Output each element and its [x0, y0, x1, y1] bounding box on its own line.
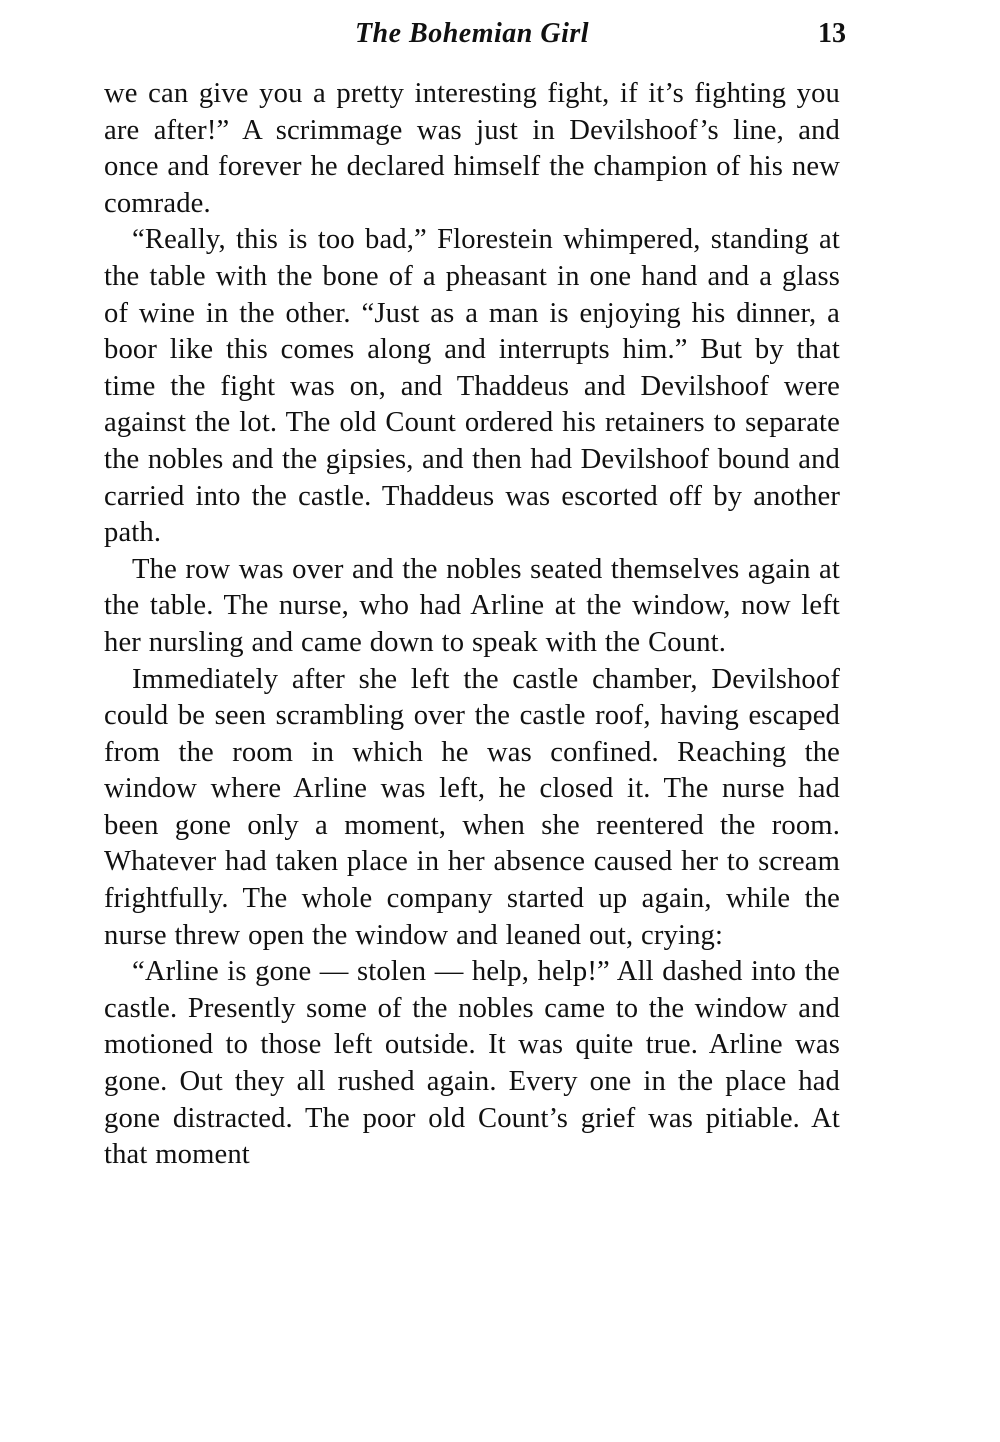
paragraph-2: “Really, this is too bad,” Florestein whimpered, standing at the table with the bone of a pheasant in one hand and a glass of wine in the other. “Just as a man is enjoying his dinner, a boor like this comes along and interrupts him.” But by that time the fight was on, and Thaddeus and Devilshoof were against the lot. The old Count ordered his retainers to separate the nobles and the gipsies, and then had Devilshoof bound and carried into the castle. Thaddeus was escorted off by another path.: [104, 224, 840, 549]
running-head: [104, 14, 846, 54]
running-title: The Bohemian Girl: [354, 18, 590, 49]
paragraph-4: Immediately after she left the castle chamber, Devilshoof could be seen scrambling over the castle roof, having escaped from the room in which he was confined. Reaching the window where Arline was left, he closed it. The nurse had been gone only a moment, when she reentered the room. Whatever had taken place in her absence caused her to scream frightfully. The whole company started up again, while the nurse threw open the window and leaned out, crying:: [104, 663, 840, 951]
page-number: 13: [818, 18, 846, 49]
paragraph-3: The row was over and the nobles seated themselves again at the table. The nurse, who had Arline at the window, now left her nursling and came down to speak with the Count.: [104, 553, 840, 658]
paragraph-5: “Arline is gone — stolen — help, help!” All dashed into the castle. Presently some of the nobles came to the window and motioned to those left outside. It was quite true. Arline was gone. Out they all rushed again. Every one in the place had gone distracted. The poor old Count’s grief was pitiable. At that moment: [104, 956, 840, 1171]
paragraph-1: we can give you a pretty interesting fight, if it’s fighting you are after!” A scrimmage was just in Devilshoof’s line, and once and forever he declared himself the champion of his new comrade.: [104, 78, 840, 219]
text-body: [104, 76, 840, 1174]
